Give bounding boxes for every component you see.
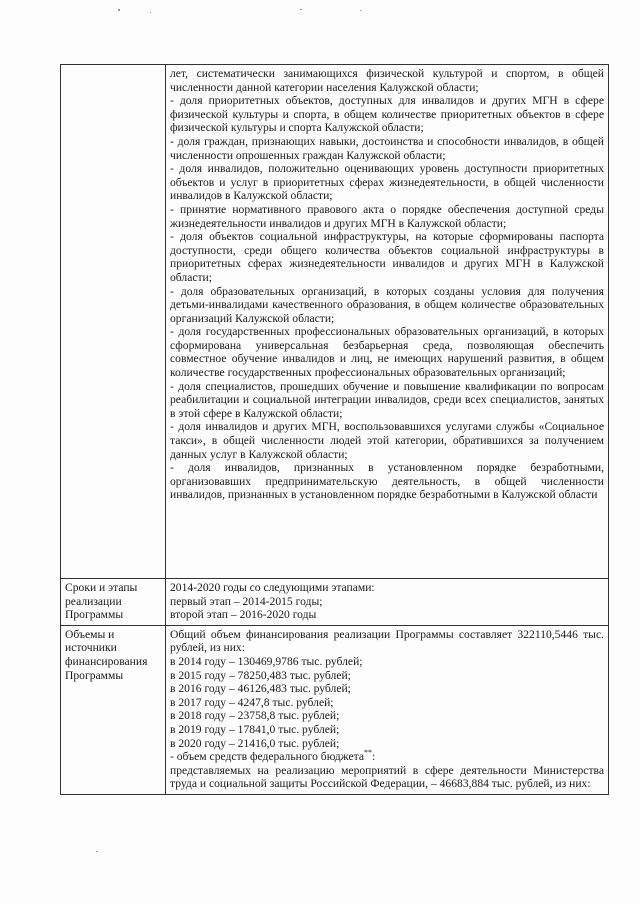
indicator-lead: лет, систематически занимающихся физической культурой и спортом, в общей численности данной категории населения Калужской области; [170,67,604,94]
funding-year: в 2015 году – 78250,483 тыс. рублей; [170,668,351,682]
indicator-item: - доля объектов социальной инфраструктуры, на которые сформированы паспорта доступности, среди общего количества объектов социальной инфраструктуры в приоритетных сферах жизнедеятельности инвалидов и других МГН в Калужской области; [170,230,604,284]
funding-intro: Общий объем финансирования реализации Программы составляет 322110,5446 тыс. рублей, из них: [170,627,604,655]
scan-speck [360,10,361,11]
scan-speck [300,9,302,10]
indicator-item: - доля граждан, признающих навыки, достоинства и способности инвалидов, в общей численности опрошенных граждан Калужской области; [170,134,604,162]
footnote-mark: ** [364,748,373,758]
row-label [61,65,166,579]
table-row [61,65,609,579]
indicators-cell [166,65,609,579]
terms-line: 2014-2020 годы со следующими этапами: [170,581,375,594]
federal-budget-colon: : [372,750,376,764]
ministry-funding-text: представляемых на реализацию мероприятий в сфере деятельности Министерства труда и социальной защиты Российской Федерации, – 46683,884 тыс. рублей, из них: [170,763,604,791]
indicator-item: - доля инвалидов, положительно оценивающих уровень доступности приоритетных объектов и услуг в приоритетных сферах жизнедеятельности, в общей численности инвалидов в Калужской области; [170,162,604,203]
scan-speck [150,12,151,13]
indicator-item: - принятие нормативного правового акта о порядке обеспечения доступной среды жизнедеятельности инвалидов и других МГН в Калужской области; [170,202,604,230]
indicator-item: - доля приоритетных объектов, доступных для инвалидов и других МГН в сфере физической культуры и спорта, в общем количестве приоритетных объектов в сфере физической культуры и спорта Калужской области; [170,94,604,135]
indicator-item: - доля инвалидов, признанных в установленном порядке безработными, организовавших предпринимательскую деятельность, в общей численности инвалидов, признанных в установленном порядке безработными в Калужской области [170,461,604,502]
federal-budget-text: - объем средств федерального бюджета [170,750,365,764]
funding-year: в 2018 году – 23758,8 тыс. рублей; [170,709,340,723]
indicator-item: - доля государственных профессиональных образовательных организаций, в которых сформирована универсальная безбарьерная среда, позволяющая обеспечить совместное обучение инвалидов и лиц, не имеющих нарушений развития, в общем количестве государственных профессиональных образовательных организаций; [170,325,604,380]
program-passport-table [60,64,609,795]
scan-speck [96,851,98,852]
funding-year: в 2019 году – 17841,0 тыс. рублей; [170,722,340,736]
funding-year: в 2016 году – 46126,483 тыс. рублей; [170,682,351,696]
terms-cell [166,579,609,626]
funding-label: Объемы и источники финансирования Программы [61,625,166,794]
table-row [61,625,609,794]
federal-budget-line [170,750,604,764]
indicator-item: - доля инвалидов и других МГН, воспользовавшихся услугами службы «Социальное такси», в общей численности людей этой категории, обратившихся за получением данных услуг в Калужской области; [170,420,604,461]
terms-line: второй этап – 2016-2020 годы [170,608,317,622]
scan-speck [118,9,120,11]
indicator-item: - доля образовательных организаций, в которых созданы условия для получения детьми-инвалидами качественного образования, в общем количестве образовательных организаций Калужской области; [170,284,604,325]
funding-cell [166,625,609,794]
funding-year: в 2014 году – 130469,9786 тыс. рублей; [170,654,363,668]
table-row [61,579,609,626]
indicator-item: - доля специалистов, прошедших обучение и повышение квалификации по вопросам реабилитации и социальной интеграции инвалидов, среди всех специалистов, занятых в этой сфере в Калужской области; [170,379,604,420]
funding-year: в 2017 году – 4247,8 тыс. рублей; [170,695,334,709]
terms-line: первый этап – 2014-2015 годы; [170,594,323,608]
funding-year: в 2020 году – 21416,0 тыс. рублей; [170,736,340,750]
terms-label: Сроки и этапы реализации Программы [61,579,166,626]
